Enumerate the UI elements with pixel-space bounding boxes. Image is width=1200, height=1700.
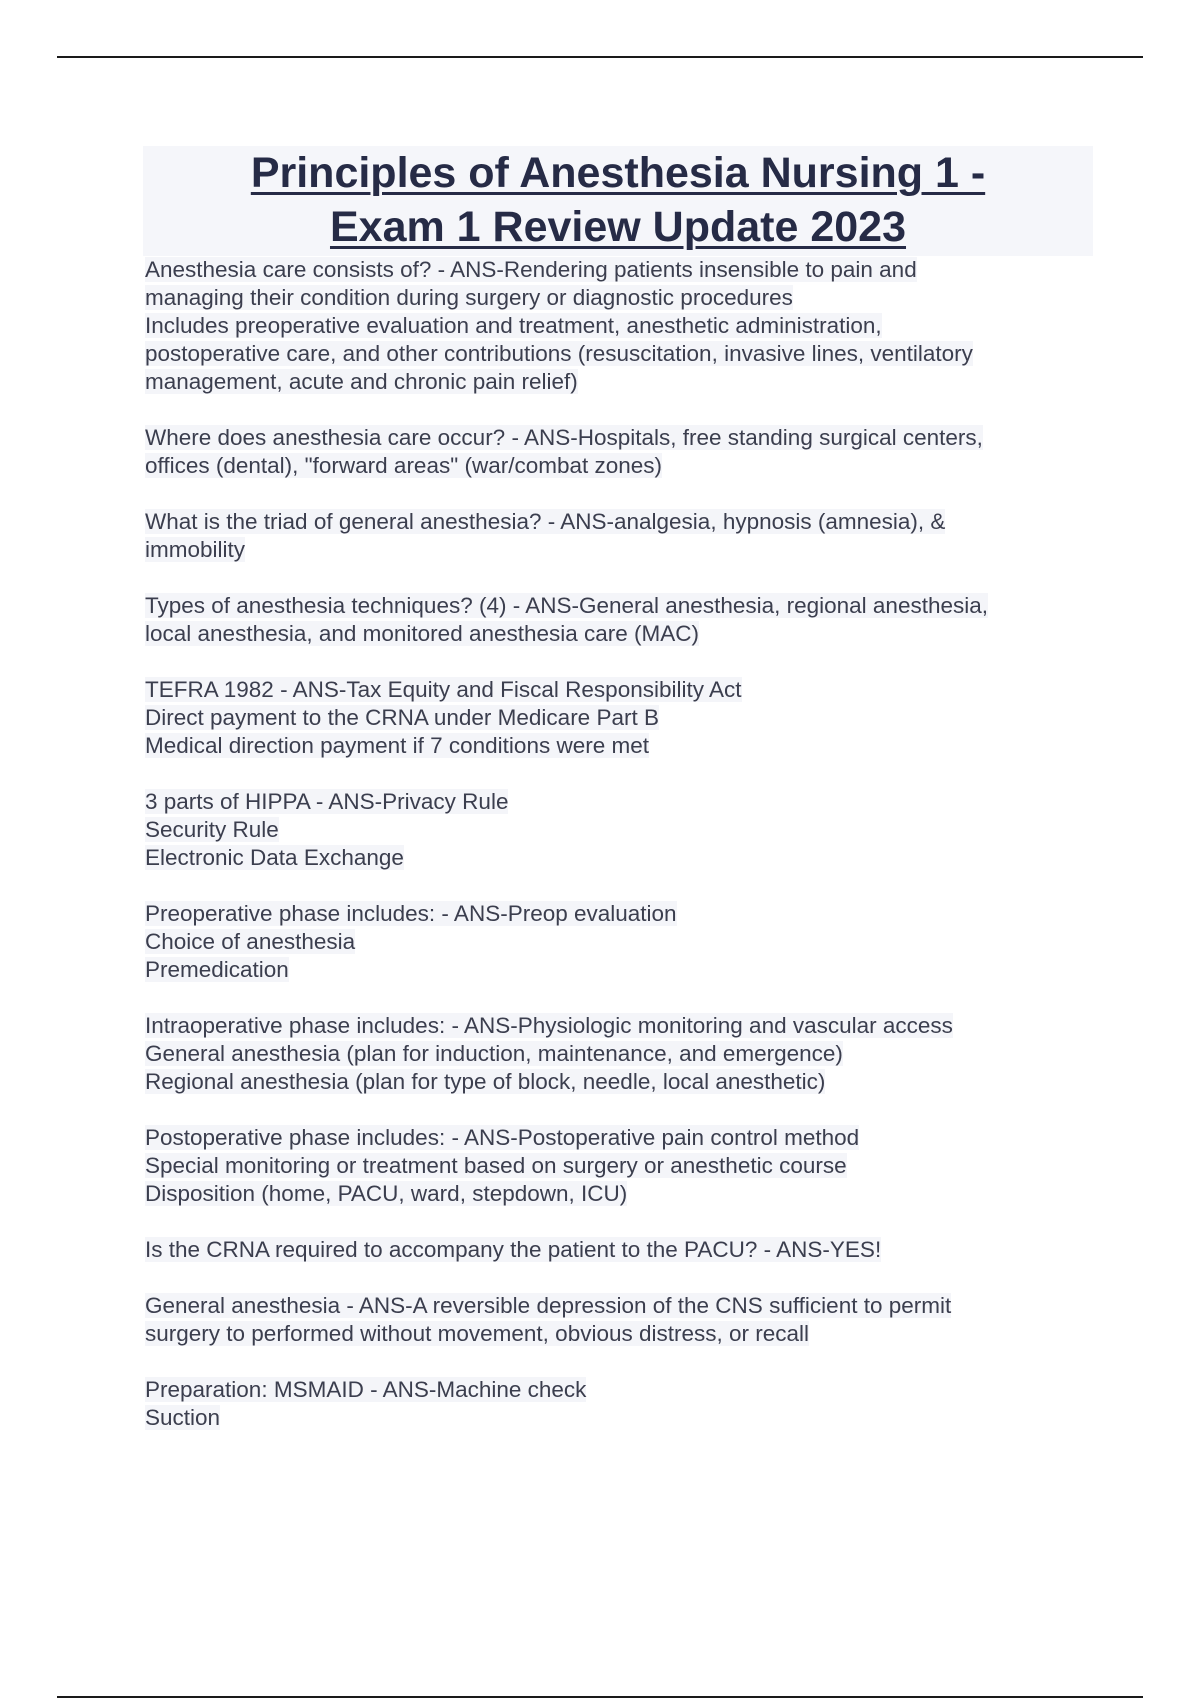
entry-line: Disposition (home, PACU, ward, stepdown, ICU) — [145, 1181, 628, 1206]
qa-entry — [145, 900, 1095, 984]
document-title — [143, 146, 1093, 256]
entry-line: General anesthesia (plan for induction, maintenance, and emergence) — [145, 1041, 843, 1066]
entry-line: Electronic Data Exchange — [145, 845, 404, 870]
entry-line: Security Rule — [145, 817, 279, 842]
entry-line: TEFRA 1982 - ANS-Tax Equity and Fiscal Responsibility Act — [145, 677, 742, 702]
entry-line: Choice of anesthesia — [145, 929, 356, 954]
qa-entry — [145, 1124, 1095, 1208]
qa-entry — [145, 676, 1095, 760]
entry-line: Preoperative phase includes: - ANS-Preop evaluation — [145, 901, 677, 926]
document-body — [145, 256, 1095, 1460]
qa-entry — [145, 1376, 1095, 1432]
entry-line: Anesthesia care consists of? - ANS-Rendering patients insensible to pain and — [145, 257, 917, 282]
entry-line: immobility — [145, 537, 246, 562]
entry-line: Preparation: MSMAID - ANS-Machine check — [145, 1377, 587, 1402]
entry-line: local anesthesia, and monitored anesthesia care (MAC) — [145, 621, 700, 646]
header-rule — [57, 56, 1143, 58]
qa-entry — [145, 256, 1095, 396]
entry-line: Regional anesthesia (plan for type of block, needle, local anesthetic) — [145, 1069, 826, 1094]
entry-line: managing their condition during surgery or diagnostic procedures — [145, 285, 793, 310]
qa-entry — [145, 592, 1095, 648]
entry-line: 3 parts of HIPPA - ANS-Privacy Rule — [145, 789, 509, 814]
qa-entry — [145, 1292, 1095, 1348]
qa-entry — [145, 508, 1095, 564]
entry-line: Intraoperative phase includes: - ANS-Physiologic monitoring and vascular access — [145, 1013, 953, 1038]
entry-line: Types of anesthesia techniques? (4) - ANS-General anesthesia, regional anesthesia, — [145, 593, 989, 618]
entry-line: offices (dental), "forward areas" (war/combat zones) — [145, 453, 663, 478]
entry-line: Premedication — [145, 957, 289, 982]
entry-line: General anesthesia - ANS-A reversible depression of the CNS sufficient to permit — [145, 1293, 952, 1318]
entry-line: Direct payment to the CRNA under Medicare Part B — [145, 705, 659, 730]
entry-line: Where does anesthesia care occur? - ANS-Hospitals, free standing surgical centers, — [145, 425, 983, 450]
title-line-2: Exam 1 Review Update 2023 — [329, 203, 907, 251]
title-line-1: Principles of Anesthesia Nursing 1 - — [250, 149, 986, 197]
entry-line: Postoperative phase includes: - ANS-Postoperative pain control method — [145, 1125, 860, 1150]
entry-line: Medical direction payment if 7 conditions were met — [145, 733, 649, 758]
entry-line: Includes preoperative evaluation and treatment, anesthetic administration, — [145, 313, 882, 338]
qa-entry — [145, 1012, 1095, 1096]
entry-line: Suction — [145, 1405, 221, 1430]
entry-line: management, acute and chronic pain relief) — [145, 369, 578, 394]
entry-line: Special monitoring or treatment based on surgery or anesthetic course — [145, 1153, 847, 1178]
footer-rule — [57, 1696, 1143, 1698]
qa-entry — [145, 1236, 1095, 1264]
entry-line: Is the CRNA required to accompany the patient to the PACU? - ANS-YES! — [145, 1237, 882, 1262]
qa-entry — [145, 788, 1095, 872]
entry-line: postoperative care, and other contributions (resuscitation, invasive lines, ventilatory — [145, 341, 973, 366]
entry-line: What is the triad of general anesthesia? - ANS-analgesia, hypnosis (amnesia), & — [145, 509, 946, 534]
qa-entry — [145, 424, 1095, 480]
entry-line: surgery to performed without movement, obvious distress, or recall — [145, 1321, 810, 1346]
